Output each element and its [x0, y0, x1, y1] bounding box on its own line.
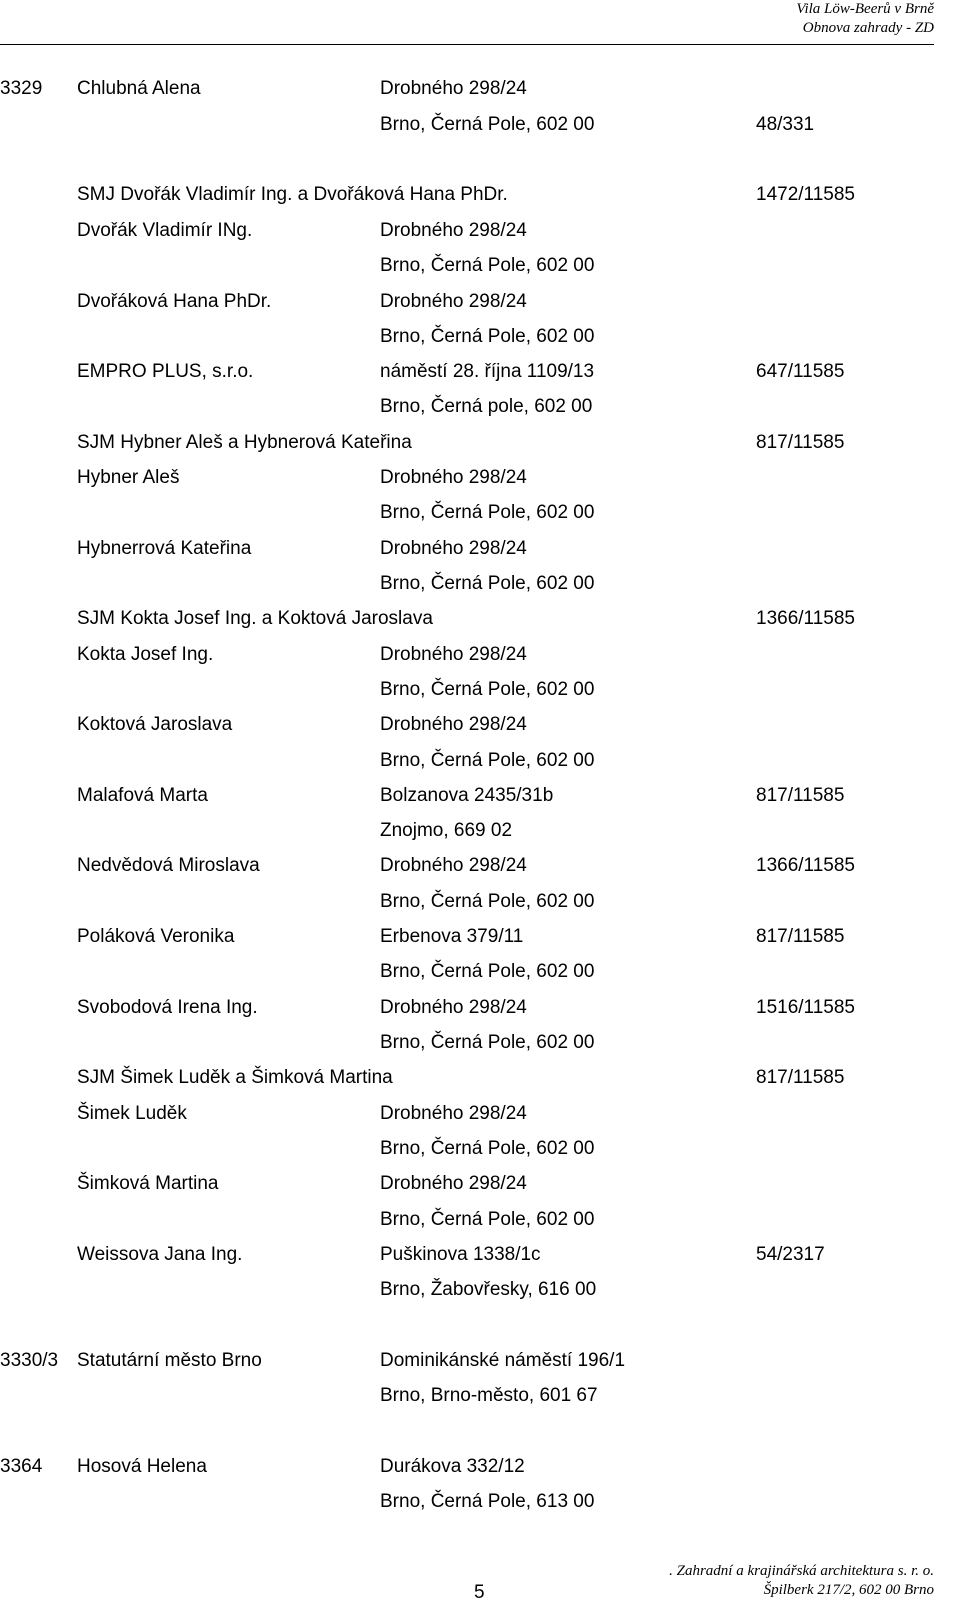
owner-street: Drobného 298/24	[380, 220, 527, 241]
ownership-share: 817/11585	[756, 785, 845, 806]
owner-name: EMPRO PLUS, s.r.o.	[77, 361, 254, 382]
owner-city: Brno, Černá Pole, 602 00	[380, 114, 595, 135]
owner-name: Šimek Luděk	[77, 1103, 187, 1124]
owner-city: Brno, Černá pole, 602 00	[380, 396, 593, 417]
header-divider	[0, 44, 934, 45]
ownership-share: 817/11585	[756, 926, 845, 947]
ownership-share: 1516/11585	[756, 997, 855, 1018]
owner-name: Weissova Jana Ing.	[77, 1244, 243, 1265]
owner-street: Drobného 298/24	[380, 1173, 527, 1194]
header-project-name: Vila Löw-Beerů v Brně	[796, 1, 934, 17]
owner-city: Brno, Brno-město, 601 67	[380, 1385, 598, 1406]
owner-street: Drobného 298/24	[380, 997, 527, 1018]
ownership-share: 1366/11585	[756, 608, 855, 629]
owner-city: Znojmo, 669 02	[380, 820, 513, 841]
header-document-title: Obnova zahrady - ZD	[802, 20, 934, 36]
ownership-share: 1366/11585	[756, 855, 855, 876]
owner-name: Hybner Aleš	[77, 467, 180, 488]
owner-city: Brno, Černá Pole, 602 00	[380, 502, 595, 523]
owner-street: Drobného 298/24	[380, 538, 527, 559]
owner-street: Puškinova 1338/1c	[380, 1244, 541, 1265]
owner-city: Brno, Černá Pole, 602 00	[380, 1209, 595, 1230]
owner-name: Svobodová Irena Ing.	[77, 997, 258, 1018]
owner-street: Drobného 298/24	[380, 1103, 527, 1124]
owner-name: SJM Hybner Aleš a Hybnerová Kateřina	[77, 432, 412, 453]
parcel-number: 3330/3	[0, 1350, 59, 1371]
owner-city: Brno, Černá Pole, 602 00	[380, 573, 595, 594]
owner-name: Malafová Marta	[77, 785, 208, 806]
owner-name: Dvořáková Hana PhDr.	[77, 291, 272, 312]
page-footer	[669, 1562, 934, 1600]
owner-city: Brno, Černá Pole, 602 00	[380, 326, 595, 347]
owner-city: Brno, Černá Pole, 602 00	[380, 750, 595, 771]
owner-street: Drobného 298/24	[380, 78, 527, 99]
owner-name: SJM Šimek Luděk a Šimková Martina	[77, 1067, 393, 1088]
owner-name: Statutární město Brno	[77, 1350, 262, 1371]
footer-company-address: Špilberk 217/2, 602 00 Brno	[763, 1582, 934, 1598]
owner-name: Hosová Helena	[77, 1456, 207, 1477]
page-number: 5	[474, 1582, 485, 1603]
owner-name: Nedvědová Miroslava	[77, 855, 260, 876]
owner-city: Brno, Černá Pole, 613 00	[380, 1491, 595, 1512]
owner-street: Drobného 298/24	[380, 855, 527, 876]
owner-city: Brno, Černá Pole, 602 00	[380, 255, 595, 276]
owner-city: Brno, Černá Pole, 602 00	[380, 1138, 595, 1159]
owner-city: Brno, Černá Pole, 602 00	[380, 961, 595, 982]
ownership-share: 54/2317	[756, 1244, 825, 1265]
owner-street: Dominikánské náměstí 196/1	[380, 1350, 626, 1371]
parcel-number: 3364	[0, 1456, 43, 1477]
owner-name: Hybnerrová Kateřina	[77, 538, 252, 559]
owner-city: Brno, Žabovřesky, 616 00	[380, 1279, 597, 1300]
owner-street: Durákova 332/12	[380, 1456, 525, 1477]
footer-company-name: . Zahradní a krajinářská architektura s. r. o.	[669, 1563, 934, 1579]
owner-name: Šimková Martina	[77, 1173, 219, 1194]
owner-name: Chlubná Alena	[77, 78, 201, 99]
owner-street: náměstí 28. října 1109/13	[380, 361, 595, 382]
ownership-share: 817/11585	[756, 1067, 845, 1088]
owner-street: Erbenova 379/11	[380, 926, 524, 947]
owner-name: SJM Kokta Josef Ing. a Koktová Jaroslava	[77, 608, 433, 629]
owner-street: Drobného 298/24	[380, 467, 527, 488]
ownership-share: 817/11585	[756, 432, 845, 453]
owner-name: SMJ Dvořák Vladimír Ing. a Dvořáková Hana PhDr.	[77, 184, 508, 205]
ownership-share: 1472/11585	[756, 184, 855, 205]
owner-city: Brno, Černá Pole, 602 00	[380, 679, 595, 700]
owner-street: Drobného 298/24	[380, 291, 527, 312]
owner-street: Drobného 298/24	[380, 644, 527, 665]
owner-street: Bolzanova 2435/31b	[380, 785, 554, 806]
owner-name: Koktová Jaroslava	[77, 714, 233, 735]
parcel-number: 3329	[0, 78, 43, 99]
page-header	[796, 0, 934, 38]
owner-city: Brno, Černá Pole, 602 00	[380, 891, 595, 912]
owner-street: Drobného 298/24	[380, 714, 527, 735]
ownership-share: 647/11585	[756, 361, 845, 382]
owner-city: Brno, Černá Pole, 602 00	[380, 1032, 595, 1053]
owner-name: Kokta Josef Ing.	[77, 644, 214, 665]
ownership-share: 48/331	[756, 114, 815, 135]
owner-name: Poláková Veronika	[77, 926, 235, 947]
owner-name: Dvořák Vladimír INg.	[77, 220, 253, 241]
